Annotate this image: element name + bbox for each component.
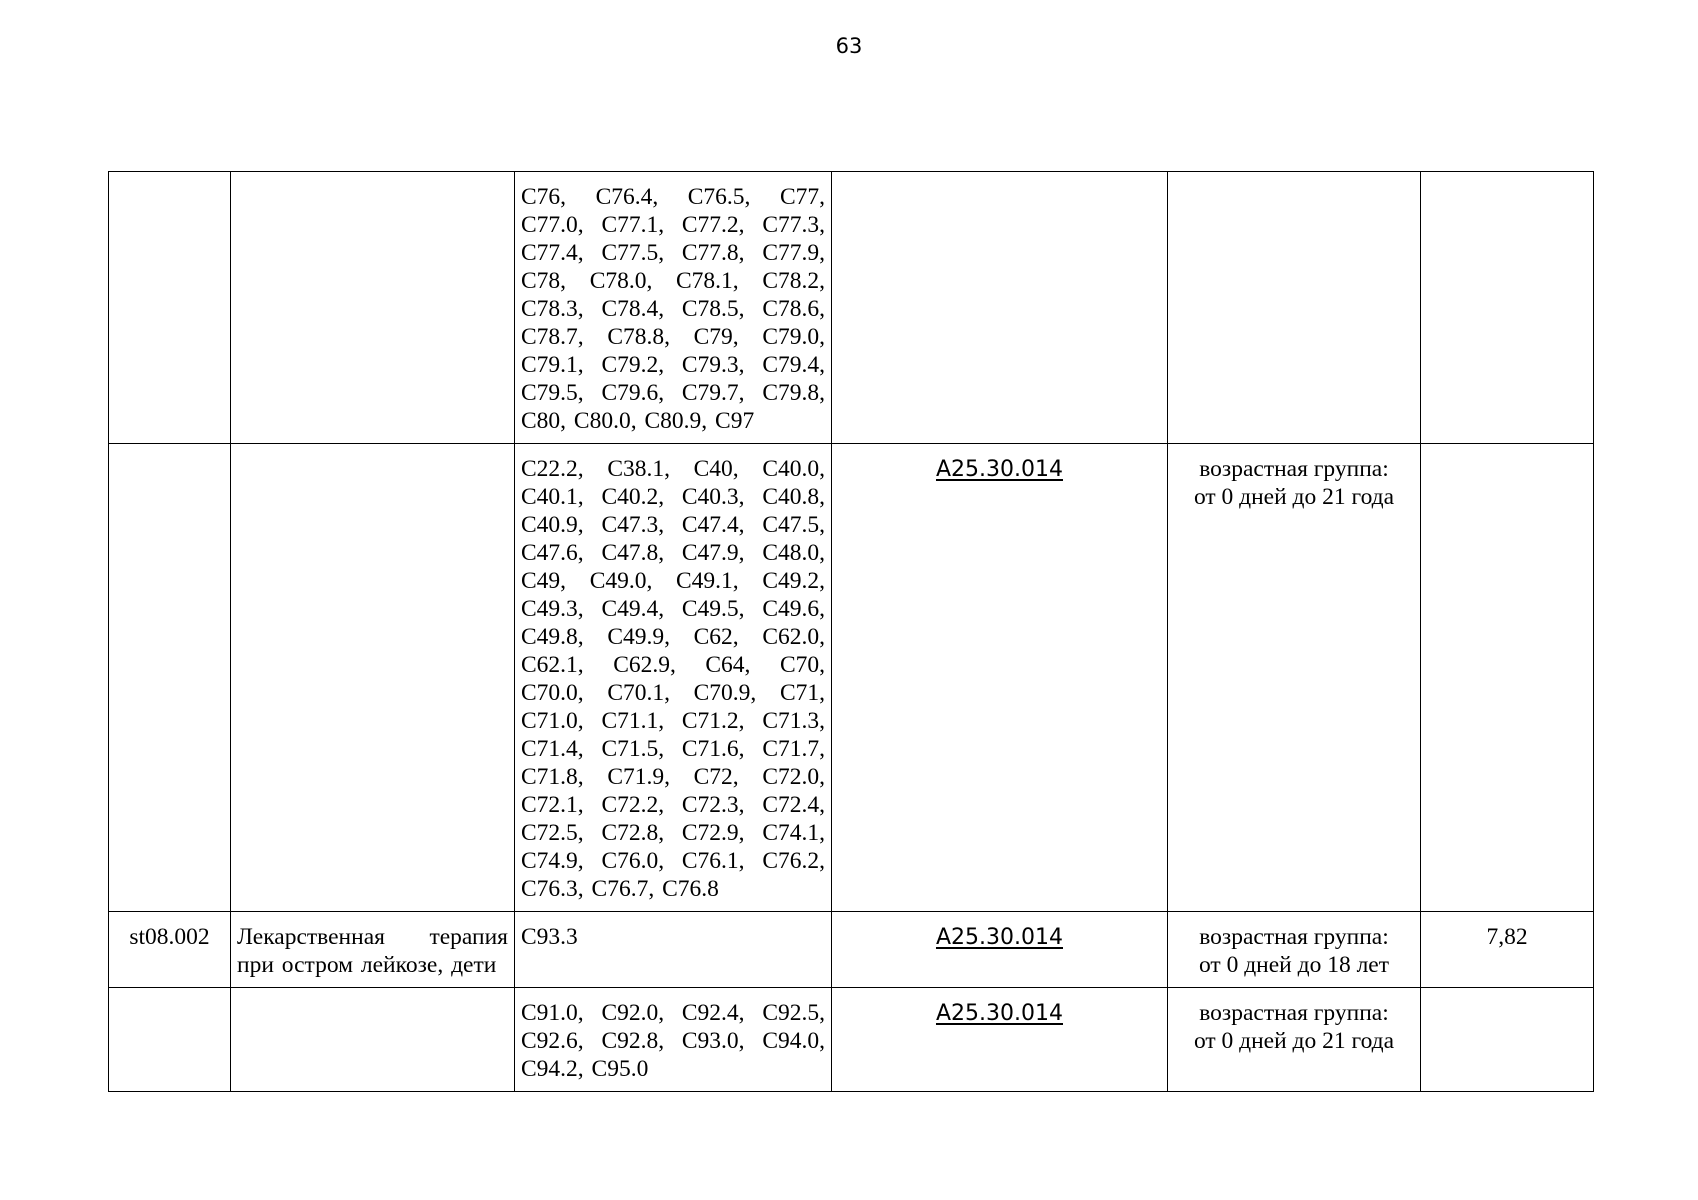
table-row bbox=[109, 444, 1594, 912]
criteria-cell bbox=[1168, 444, 1421, 912]
criteria-cell bbox=[1168, 912, 1421, 988]
table-row bbox=[109, 172, 1594, 444]
service-code-link[interactable]: A25.30.014 bbox=[935, 925, 1063, 950]
criteria-value: от 0 дней до 21 года bbox=[1193, 1028, 1395, 1054]
group-code-cell: st08.002 bbox=[109, 912, 231, 988]
service-code-cell bbox=[832, 444, 1168, 912]
group-name-cell bbox=[231, 988, 515, 1092]
service-code-cell bbox=[832, 988, 1168, 1092]
service-code-cell bbox=[832, 172, 1168, 444]
group-code-cell bbox=[109, 444, 231, 912]
group-name-cell: Лекарственная терапия при остром лейкозе, дети bbox=[231, 912, 515, 988]
coefficient-cell: 7,82 bbox=[1421, 912, 1594, 988]
group-code-cell bbox=[109, 172, 231, 444]
criteria-cell bbox=[1168, 988, 1421, 1092]
coefficient-cell bbox=[1421, 444, 1594, 912]
criteria-cell bbox=[1168, 172, 1421, 444]
table-row bbox=[109, 912, 1594, 988]
service-code-link[interactable]: A25.30.014 bbox=[935, 457, 1063, 482]
criteria-value: от 0 дней до 18 лет bbox=[1198, 952, 1389, 978]
group-code-cell bbox=[109, 988, 231, 1092]
tariff-table bbox=[108, 171, 1594, 1092]
service-code-link[interactable]: A25.30.014 bbox=[935, 1001, 1063, 1026]
criteria-value: от 0 дней до 21 года bbox=[1193, 484, 1395, 510]
group-name-cell bbox=[231, 172, 515, 444]
group-name-cell bbox=[231, 444, 515, 912]
diagnosis-codes-cell: C93.3 bbox=[515, 912, 832, 988]
coefficient-cell bbox=[1421, 172, 1594, 444]
diagnosis-codes-cell: C91.0, C92.0, C92.4, C92.5, C92.6, C92.8, C93.0, C94.0, C94.2, C95.0 bbox=[515, 988, 832, 1092]
criteria-label: возрастная группа: bbox=[1199, 456, 1389, 482]
table-row bbox=[109, 988, 1594, 1092]
diagnosis-codes-cell: C22.2, C38.1, C40, C40.0, C40.1, C40.2, C40.3, C40.8, C40.9, C47.3, C47.4, C47.5, C47.6, C47.8, C47.9, C48.0, C49, C49.0, C49.1, C49.2, C49.3, C49.4, C49.5, C49.6, C49.8, C49.9, C62, C62.0, C62.1, C62.9, C64, C70, C70.0, C70.1, C70.9, C71, C71.0, C71.1, C71.2, C71.3, C71.4, C71.5, C71.6, C71.7, C71.8, C71.9, C72, C72.0, C72.1, C72.2, C72.3, C72.4, C72.5, C72.8, C72.9, C74.1, C74.9, C76.0, C76.1, C76.2, C76.3, C76.7, C76.8 bbox=[515, 444, 832, 912]
criteria-label: возрастная группа: bbox=[1199, 1000, 1389, 1026]
page-number: 63 bbox=[835, 34, 863, 58]
service-code-cell bbox=[832, 912, 1168, 988]
diagnosis-codes-cell: C76, C76.4, C76.5, C77, C77.0, C77.1, C77.2, C77.3, C77.4, C77.5, C77.8, C77.9, C78, C78.0, C78.1, C78.2, C78.3, C78.4, C78.5, C78.6, C78.7, C78.8, C79, C79.0, C79.1, C79.2, C79.3, C79.4, C79.5, C79.6, C79.7, C79.8, C80, C80.0, C80.9, C97 bbox=[515, 172, 832, 444]
criteria-label: возрастная группа: bbox=[1199, 924, 1389, 950]
coefficient-cell bbox=[1421, 988, 1594, 1092]
